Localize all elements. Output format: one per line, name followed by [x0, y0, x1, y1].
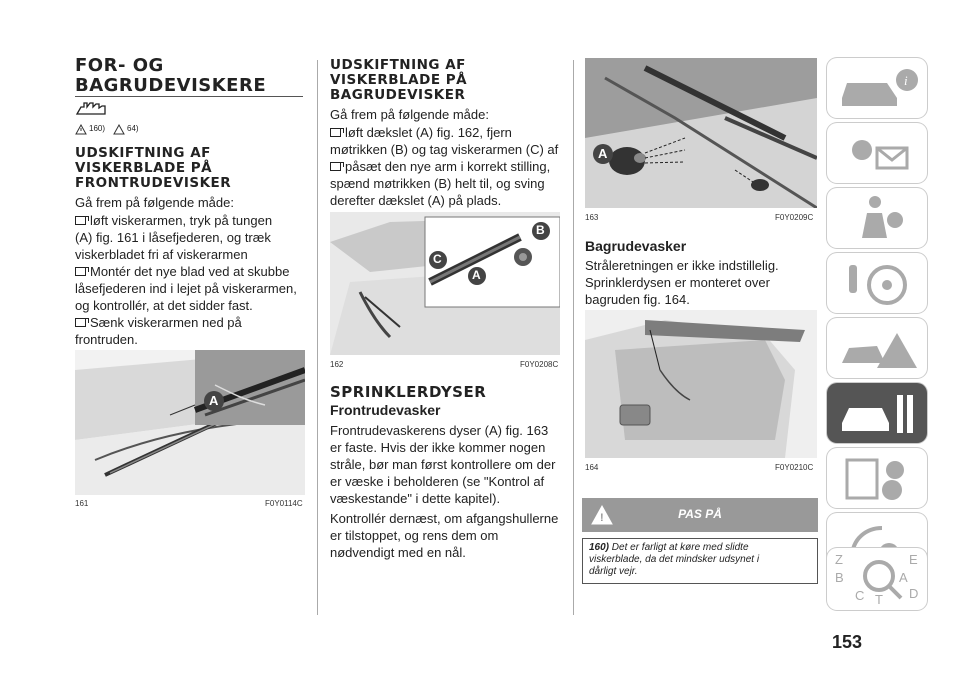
- front-washer-text-3: stråle, bør man først kontrollere om der: [330, 457, 556, 472]
- rear-washer-text-1: Stråleretningen er ikke indstillelig.: [585, 258, 779, 273]
- index-letter-b: B: [835, 570, 844, 585]
- warning-line-2: viskerblade, da det mindsker udsynet i: [589, 554, 760, 565]
- front-washer-text-2: er faste. Hvis der ikke kommer nogen: [330, 440, 546, 455]
- front-step-2c: og kontrollér, at det sidder fast.: [75, 298, 253, 313]
- tab-warning-lights[interactable]: [827, 123, 927, 183]
- rear-section-title-2: VISKERBLADE PÅ: [330, 72, 468, 88]
- tab-emergency[interactable]: [827, 318, 927, 378]
- bullet-icon: [330, 162, 341, 171]
- bullet-icon: [75, 216, 86, 225]
- index-letter-z: Z: [835, 552, 843, 567]
- warning-triangle-icon: [75, 122, 87, 140]
- tab-technical-data[interactable]: [827, 448, 927, 508]
- rear-step-1b: møtrikken (B) og tag viskerarmen (C) af: [330, 142, 559, 157]
- starting-driving-icon: [827, 253, 927, 313]
- front-washer-text-7: er tilstoppet, og rens dem om: [330, 528, 499, 543]
- chapter-title-line2: BAGRUDEVISKERE: [75, 75, 267, 96]
- fig163-code: F0Y0209C: [775, 213, 814, 222]
- rear-washer-text-2: Sprinklerdysen er monteret over: [585, 275, 770, 290]
- tab-safety[interactable]: [827, 188, 927, 248]
- fig163-label-a: A: [598, 146, 608, 161]
- svg-text:i: i: [904, 73, 908, 88]
- fig161-label-a: A: [209, 393, 219, 408]
- ref-64: 64): [127, 124, 139, 133]
- tab-index[interactable]: [827, 548, 927, 610]
- car-info-icon: [827, 58, 927, 118]
- index-letter-d: D: [909, 586, 919, 601]
- rear-section-title-3: BAGRUDEVISKER: [330, 87, 466, 103]
- column-divider-1: [317, 60, 318, 615]
- sprinkler-title: SPRINKLERDYSER: [330, 383, 487, 401]
- bullet-icon: [75, 267, 86, 276]
- fig164-number: 164: [585, 463, 599, 472]
- front-section-title-2: VISKERBLADE PÅ: [75, 160, 213, 176]
- front-washer-text-4: er væske i beholderen (se "Kontrol af: [330, 474, 545, 489]
- rear-intro: Gå frem på følgende måde:: [330, 107, 489, 122]
- fig162-label-a: A: [472, 268, 481, 282]
- technical-data-icon: [827, 448, 927, 508]
- front-section-title-1: UDSKIFTNING AF: [75, 145, 211, 161]
- index-letter-t: T: [875, 592, 883, 607]
- tab-maintenance[interactable]: [827, 383, 927, 443]
- emergency-icon: [827, 318, 927, 378]
- figure-162: [330, 212, 560, 355]
- warning-ref: 160): [589, 542, 610, 553]
- warning-lights-icon: [827, 123, 927, 183]
- warning-title: PAS PÅ: [678, 507, 722, 521]
- rear-step-2c: derefter dækslet (A) på plads.: [330, 193, 502, 208]
- front-step-3b: frontruden.: [75, 332, 138, 347]
- front-step-1c: viskerbladet fri af viskerarmen: [75, 247, 248, 262]
- fig161-code: F0Y0114C: [265, 499, 303, 508]
- warning-header: [582, 498, 818, 532]
- safety-icon: [827, 188, 927, 248]
- front-step-3: Sænk viskerarmen ned på: [90, 315, 242, 330]
- warning-line-1: Det er farligt at køre med slidte: [611, 542, 749, 553]
- index-letter-c: C: [855, 588, 865, 603]
- warning-line-3: dårligt vejr.: [589, 566, 638, 577]
- front-step-1b: (A) fig. 161 i låsefjederen, og træk: [75, 230, 271, 245]
- fig162-label-c: C: [433, 252, 442, 266]
- rear-step-2: påsæt den nye arm i korrekt stilling,: [345, 159, 551, 174]
- front-washer-text-6: Kontrollér dernæst, om afgangshullerne: [330, 511, 559, 526]
- fig162-label-b: B: [536, 223, 545, 237]
- figure-161: [75, 350, 305, 495]
- tab-car-info[interactable]: [827, 58, 927, 118]
- svg-text:!: !: [600, 512, 604, 524]
- rear-washer-text-3: bagruden fig. 164.: [585, 292, 690, 307]
- index-letter-a: A: [899, 570, 908, 585]
- front-intro: Gå frem på følgende måde:: [75, 195, 234, 210]
- hand-icon: [75, 101, 123, 122]
- front-washer-text-8: nødvendigt med en nål.: [330, 545, 466, 560]
- front-step-2: Montér det nye blad ved at skubbe: [90, 264, 290, 279]
- tab-starting-driving[interactable]: [827, 253, 927, 313]
- title-rule: [75, 96, 303, 97]
- fig163-number: 163: [585, 213, 599, 222]
- bullet-icon: [75, 318, 86, 327]
- index-letter-e: E: [909, 552, 918, 567]
- front-step-1: løft viskerarmen, tryk på tungen: [90, 213, 273, 228]
- front-section-title-3: FRONTRUDEVISKER: [75, 175, 232, 191]
- rear-washer-subtitle: Bagrudevasker: [585, 238, 687, 254]
- column-divider-2: [573, 60, 574, 615]
- rear-step-2b: spænd møtrikken (B) helt til, og sving: [330, 176, 545, 191]
- caution-triangle-icon: [113, 122, 125, 140]
- front-washer-text-5: væskestande" i dette kapitel).: [330, 491, 501, 506]
- warning-body: [582, 538, 818, 584]
- rear-step-1: løft dækslet (A) fig. 162, fjern: [345, 125, 512, 140]
- chapter-title-line1: FOR- OG: [75, 55, 164, 76]
- rear-section-title-1: UDSKIFTNING AF: [330, 57, 466, 73]
- front-washer-subtitle: Frontrudevasker: [330, 402, 441, 418]
- figure-163: [585, 58, 817, 208]
- ref-160: 160): [89, 124, 106, 133]
- front-washer-text-1: Frontrudevaskerens dyser (A) fig. 163: [330, 423, 549, 438]
- front-step-2b: låsefjederen ind i lejet på viskerarmen,: [75, 281, 297, 296]
- page-number: 153: [832, 632, 863, 652]
- fig164-code: F0Y0210C: [775, 463, 814, 472]
- maintenance-icon: [827, 383, 927, 443]
- fig161-number: 161: [75, 499, 89, 508]
- figure-164: [585, 310, 817, 458]
- fig162-code: F0Y0208C: [520, 360, 559, 369]
- fig162-number: 162: [330, 360, 344, 369]
- bullet-icon: [330, 128, 341, 137]
